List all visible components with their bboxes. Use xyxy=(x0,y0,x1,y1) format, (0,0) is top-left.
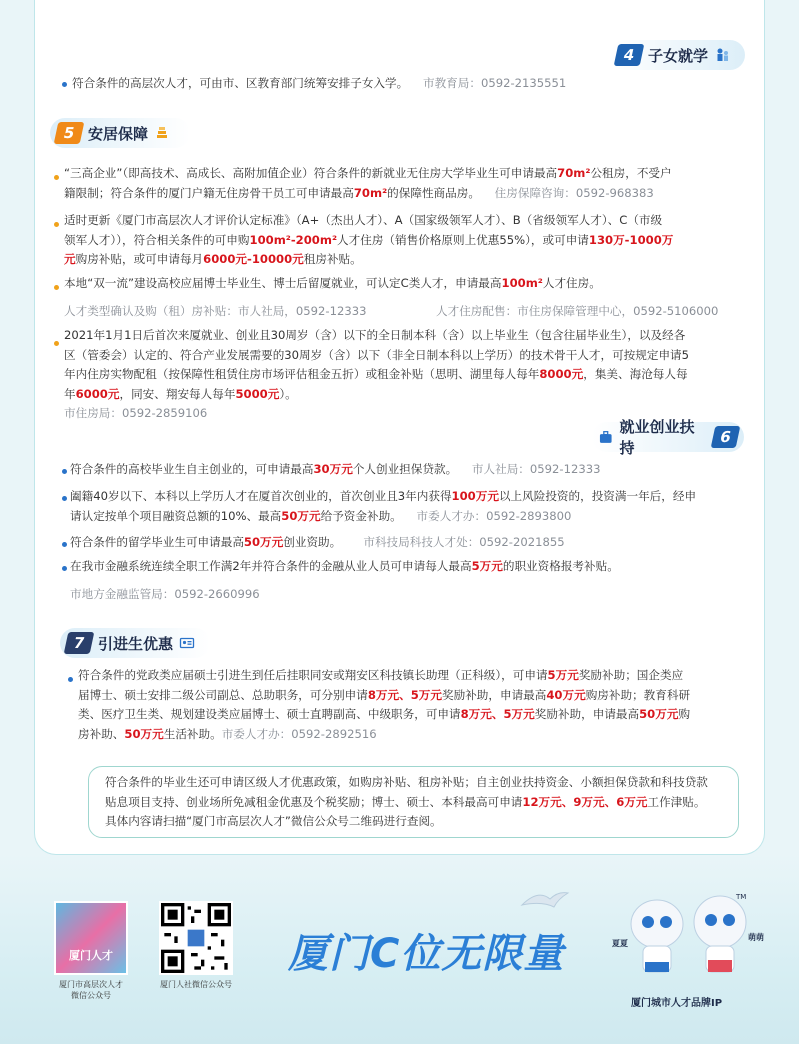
s6-contact: 市地方金融监管局：0592-2660996 xyxy=(70,587,260,601)
brand-slogan: 厦门C位无限量 xyxy=(288,931,565,977)
section-7-number: 7 xyxy=(64,632,95,654)
bullet xyxy=(62,82,67,87)
s5-contact-2: 人才住房配售：市住房保障管理中心，0592-5106000 xyxy=(436,304,719,318)
trademark: TM xyxy=(736,893,747,901)
s5-item-3: 本地“双一流”建设高校应届博士毕业生、博士后留厦就业，可认定C类人才，申请最高100m²人才住房。 xyxy=(64,276,601,290)
bullet xyxy=(54,175,59,180)
section-6-title: 就业创业扶持 xyxy=(619,418,695,457)
section-6-number: 6 xyxy=(710,426,740,448)
section-7-title: 引进生优惠 xyxy=(98,634,174,653)
s5-contact-3: 市住房局：0592-2859106 xyxy=(64,406,208,420)
mascot-caption: 厦门城市人才品牌IP xyxy=(631,998,723,1009)
section-4-title: 子女就学 xyxy=(648,46,709,65)
note-box xyxy=(88,766,739,838)
bullet xyxy=(62,469,67,474)
s6-item-1: 符合条件的高校毕业生自主创业的，可申请最高30万元个人创业担保贷款。 市人社局：0592-12333 xyxy=(70,462,601,476)
coins-icon xyxy=(154,125,170,141)
mascot-ip-icon xyxy=(615,888,765,988)
bullet xyxy=(62,542,67,547)
s5-item-1: “三高企业”（即高技术、高成长、高附加值企业）符合条件的新就业无住房大学毕业生可申请最高70m²公租房，不受户 籍限制；符合条件的厦门户籍无住房骨干员工可申请最高70m²的保障性商品房。 住房保障咨询：0592-968383 xyxy=(64,166,672,200)
s6-item-2: 阖籍40岁以下、本科以上学历人才在厦首次创业的，首次创业且3年内获得100万元以上风险投资的，投资满一年后，经申 请认定按单个项目融资总额的10%、最高50万元给予资金补助。 市委人才办：0592-2893800 xyxy=(70,489,697,523)
s5-contact-1: 人才类型确认及购（租）房补贴：市人社局，0592-12333 xyxy=(64,304,367,318)
bullet xyxy=(54,285,59,290)
bullet xyxy=(62,566,67,571)
note-line-1: 符合条件的毕业生还可申请区级人才优惠政策，如购房补贴、租房补贴；自主创业扶持资金、小额担保贷款和科技贷款 xyxy=(105,775,708,789)
section-5-title: 安居保障 xyxy=(88,124,149,143)
s4-item-1: 符合条件的高层次人才，可由市、区教育部门统筹安排子女入学。 市教育局：0592-2135551 xyxy=(72,76,567,90)
bullet xyxy=(54,341,59,346)
s7-item-1: 符合条件的党政类应届硕士引进生到任后挂职同安或翔安区科技镇长助理（正科级），可申请5万元奖励补助；国企类应 届博士、硕士安排二级公司副总、总助职务，可分别申请8万元、5万元奖励补助，申请最高40万元购房补助；教育科研 类、医疗卫生类、规划建设类应届博士、硕士直聘副高、中级职务，可申请8万元、5万元奖励补助，申请最高50万元购 房补助、50万元生活补助。市委人才办：0592-2892516 xyxy=(78,668,691,741)
mascot-left-name: 夏夏 xyxy=(612,939,628,948)
section-4-number: 4 xyxy=(614,44,645,66)
student-icon xyxy=(714,47,730,63)
s6-item-3: 符合条件的留学毕业生可申请最高50万元创业资助。 市科技局科技人才处：0592-2021855 xyxy=(70,535,565,549)
bird-icon xyxy=(520,885,570,915)
section-4-header xyxy=(610,40,745,70)
s5-item-2: 适时更新《厦门市高层次人才评价认定标准》（A+（杰出人才）、A（国家级领军人才）、B（省级领军人才）、C（市级 领军人才）），符合相关条件的可申购100m²-200m²人才住房（销售价格原则上优惠55%），或可申请130万-1000万 元购房补贴，或可申请每月6000元-10000元租房补贴。 xyxy=(64,213,674,266)
section-7-header xyxy=(60,628,210,658)
qr2-caption: 厦门人社微信公众号 xyxy=(160,980,232,989)
s5-item-4: 2021年1月1日后首次来厦就业、创业且30周岁（含）以下的全日制本科（含）以上毕业生（包含往届毕业生），以及经各 区（管委会）认定的、符合产业发展需要的30周岁（含）以下（非全日制本科以上学历）的技术骨干人才，可按规定申请5 年内住房实物配租（按保障性租赁住房市场评估租金五折）或租金补贴（思明、湖里每人每年8000元，集美、海沧每人每 年6000元，同安、翔安每人每年5000元）。 xyxy=(64,328,690,401)
section-5-header xyxy=(50,118,190,148)
bullet xyxy=(62,496,67,501)
qr-inner-label: 厦门人才 xyxy=(69,949,113,962)
section-5-number: 5 xyxy=(54,122,85,144)
qr-code-hrss[interactable] xyxy=(159,901,233,975)
id-card-icon xyxy=(179,635,195,651)
qr-code-talent[interactable] xyxy=(54,901,128,975)
note-line-2: 贴息项目支持、创业场所免减租金优惠及个税奖励；博士、硕士、本科最高可申请12万元、9万元、6万元工作津贴。 xyxy=(105,794,706,809)
mascot-right-name: 萌萌 xyxy=(748,933,764,942)
qr1-caption: 厦门市高层次人才 微信公众号 xyxy=(59,980,123,1000)
s6-item-4: 在我市金融系统连续全职工作满2年并符合条件的金融从业人员可申请每人最高5万元的职业资格报考补贴。 xyxy=(70,559,619,573)
note-line-3: 具体内容请扫描“厦门市高层次人才”微信公众号二维码进行查阅。 xyxy=(105,814,442,828)
briefcase-icon xyxy=(598,429,614,445)
bullet xyxy=(68,677,73,682)
section-6-header xyxy=(592,418,744,457)
bullet xyxy=(54,222,59,227)
